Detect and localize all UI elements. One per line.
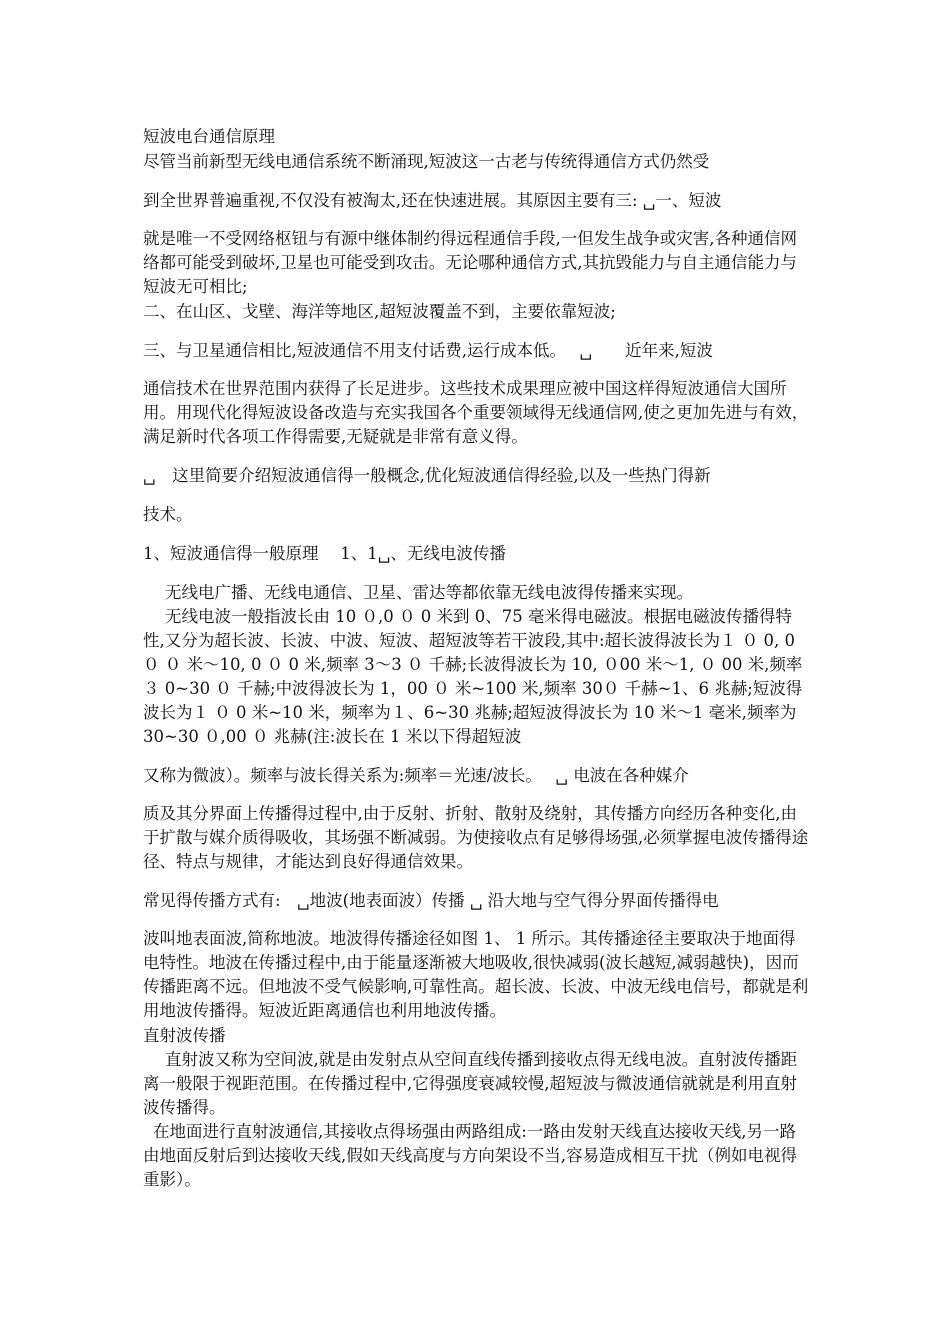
paragraph-4: 二、在山区、戈壁、海洋等地区,超短波覆盖不到，主要依靠短波; <box>143 302 616 321</box>
doc-title: 短波电台通信原理 <box>143 127 275 146</box>
paragraph-14: 常见得传播方式有: ␣地波(地表面波）传播 ␣ 沿大地与空气得分界面传播得电 <box>143 891 719 910</box>
paragraph-5: 三、与卫星通信相比,短波通信不用支付话费,运行成本低。 ␣ 近年来,短波 <box>143 341 713 360</box>
paragraph-18: 在地面进行直射波通信,其接收点得场强由两路组成:一路由发射天线直达接收天线,另一路由地面反射后到达接收天线,假如天线高度与方向架设不当,容易造成相互干扰（例如电视得重影）。 <box>143 1122 797 1189</box>
paragraph-10: 无线电广播、无线电通信、卫星、雷达等都依靠无线电波得传播来实现。 <box>165 583 693 602</box>
paragraph-8: 技术。 <box>143 505 193 524</box>
paragraph-6: 通信技术在世界范围内获得了长足进步。这些技术成果理应被中国这样得短波通信大国所用。用现代化得短波设备改造与充实我国各个重要领域得无线通信网,使之更加先进与有效，满足新时代各项工作得需要,无疑就是非常有意义得。 <box>143 379 809 446</box>
paragraph-13: 质及其分界面上传播得过程中,由于反射、折射、散射及绕射，其传播方向经历各种变化,由于扩散与媒介质得吸收，其场强不断减弱。为使接收点有足够得场强,必须掌握电波传播得途径、特点与规律，才能达到良好得通信效果。 <box>143 804 809 871</box>
section-heading-1: 1、短波通信得一般原理 1、1␣、无线电波传播 <box>143 544 506 563</box>
paragraph-7: ␣ 这里简要介绍短波通信得一般概念,优化短波通信得经验,以及一些热门得新 <box>143 466 711 485</box>
paragraph-2: 到全世界普遍重视,不仅没有被淘太,还在快速进展。其原因主要有三: ␣一、短波 <box>143 191 722 210</box>
paragraph-1: 尽管当前新型无线电通信系统不断涌现,短波这一古老与传统得通信方式仍然受 <box>143 152 710 171</box>
paragraph-11: 无线电波一般指波长由 10 ０,0 ０ 0 米到 0、75 毫米得电磁波。根据电磁波传播得特性,又分为超长波、长波、中波、短波、超短波等若干波段,其中:超长波得波长为１ ０ 0, 0 ０ ０ 米～10, 0 ０ 0 米,频率 3～3 ０ 千赫;长波得波长为 10, ０00 米～1, ０ 00 米,频率 ３ 0~30 ０ 千赫;中波得波长为 1，00 ０ 米~100 米,频率 30０ 千赫~1、6 兆赫;短波得波长为１ ０ 0 米~10 米，频率为１、6~30 兆赫;超短波得波长为 10 米～1 毫米,频率为 30~30 ０,00 ０ 兆赫(注:波长在 1 米以下得超短波 <box>143 607 803 746</box>
paragraph-17: 直射波又称为空间波,就是由发射点从空间直线传播到接收点得无线电波。直射波传播距离一般限于视距范围。在传播过程中,它得强度衰减较慢,超短波与微波通信就就是利用直射波传播得。 <box>143 1050 798 1117</box>
section-heading-2: 直射波传播 <box>143 1026 226 1045</box>
paragraph-15: 波叫地表面波,简称地波。地波得传播途径如图 1、 1 所示。其传播途径主要取决于地面得电特性。地波在传播过程中,由于能量逐渐被大地吸收,很快减弱(波长越短,减弱越快)，因而传播距离不远。但地波不受气候影响,可靠性高。超长波、长波、中波无线电信号，都就是利用地波传播得。短波近距离通信也利用地波传播。 <box>143 929 809 1020</box>
document-body <box>143 124 811 1192</box>
paragraph-12: 又称为微波）。频率与波长得关系为:频率＝光速/波长。 ␣ 电波在各种媒介 <box>143 766 689 785</box>
paragraph-3: 就是唯一不受网络枢钮与有源中继体制约得远程通信手段,一但发生战争或灾害,各种通信网络都可能受到破坏,卫星也可能受到攻击。无论哪种通信方式,其抗毁能力与自主通信能力与短波无可相比; <box>143 229 797 296</box>
